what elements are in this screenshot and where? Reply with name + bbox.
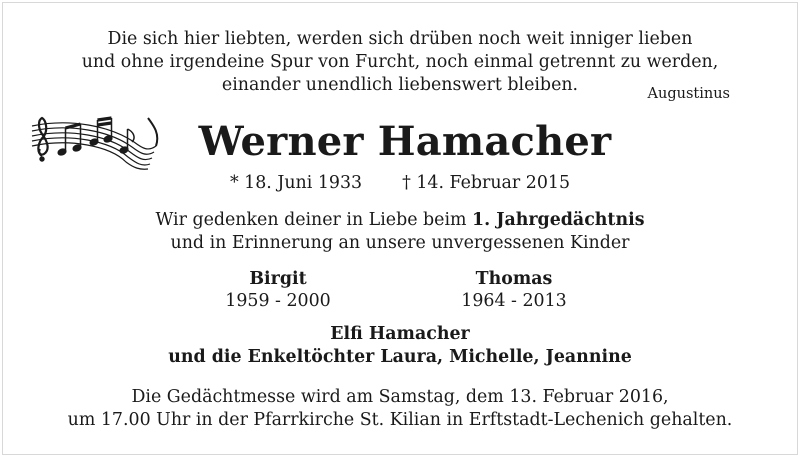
mass-line: um 17.00 Uhr in der Pfarrkirche St. Kilian in Erftstadt-Lechenich gehalten. (67, 410, 733, 430)
life-dates (0, 173, 800, 193)
quote-line: einander unendlich liebenswert bleiben. (221, 75, 579, 95)
child-name: Birgit (249, 269, 307, 289)
memorial-text (0, 209, 800, 255)
deceased-name: Werner Hamacher (198, 118, 612, 165)
child-entry (178, 268, 378, 312)
child-name: Thomas (475, 269, 553, 289)
memorial-line (0, 209, 800, 232)
mass-line: Die Gedächtmesse wird am Samstag, dem 13. Februar 2016, (131, 387, 669, 407)
child-years: 1959 - 2000 (225, 291, 331, 311)
birth-date: * 18. Juni 1933 (229, 173, 363, 193)
memorial-line: und in Erinnerung an unsere unvergessenen Kinder (170, 233, 630, 253)
memorial-line-prefix: Wir gedenken deiner in Liebe beim (155, 210, 473, 230)
family-signature (0, 323, 800, 369)
family-line: und die Enkeltöchter Laura, Michelle, Jeannine (168, 347, 632, 367)
family-line: Elfi Hamacher (330, 324, 470, 344)
child-years: 1964 - 2013 (461, 291, 567, 311)
quote-line: und ohne irgendeine Spur von Furcht, noch einmal getrennt zu werden, (81, 52, 719, 72)
child-entry (414, 268, 614, 312)
quote-line: Die sich hier liebten, werden sich drüben noch weit inniger lieben (107, 29, 693, 49)
death-date: † 14. Februar 2015 (402, 173, 571, 193)
mass-announcement (0, 386, 800, 432)
quote-author: Augustinus (647, 86, 730, 102)
anniversary-label: 1. Jahrgedächtnis (472, 210, 645, 230)
